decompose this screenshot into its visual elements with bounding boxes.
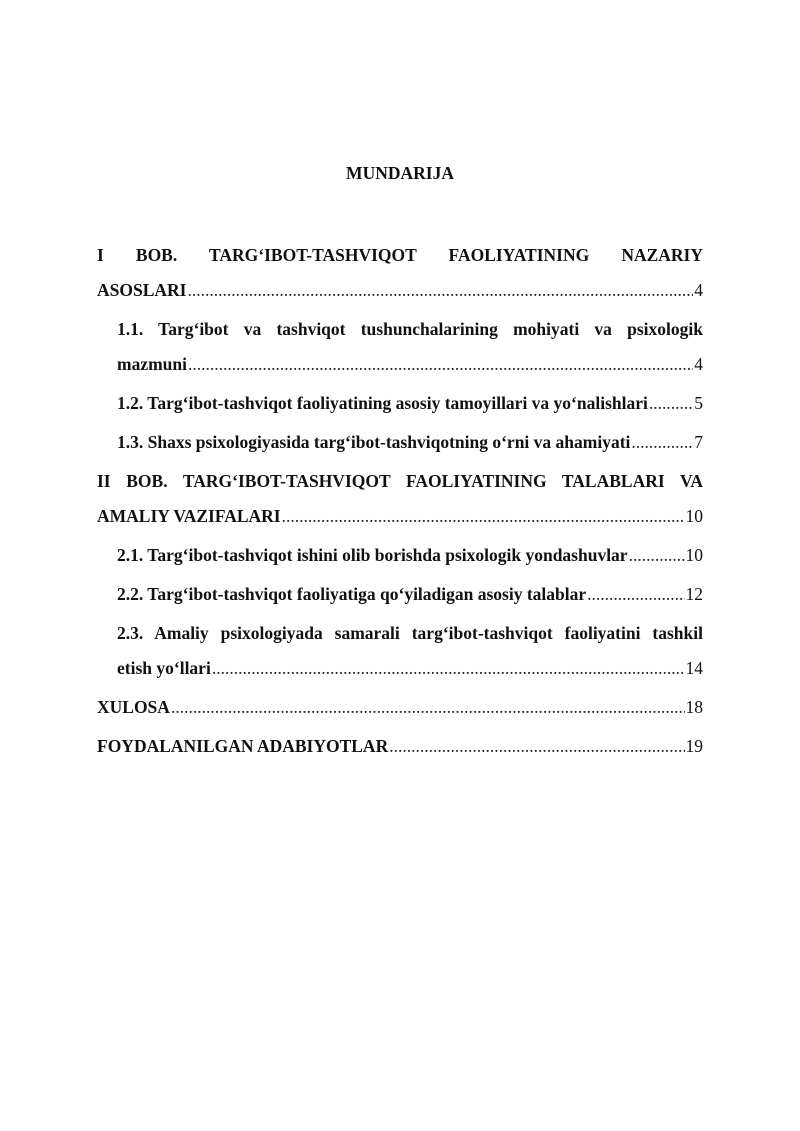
toc-entry-references[interactable] (97, 729, 703, 764)
toc-entry-2-2[interactable] (97, 577, 703, 612)
toc-entry-title: XULOSA (97, 697, 170, 717)
toc-entry-title-cont: AMALIY VAZIFALARI (97, 506, 281, 526)
toc-entry-1-2[interactable] (97, 386, 703, 421)
toc-entry-title: 2.2. Targ‘ibot-tashviqot faoliyatiga qo‘yiladigan asosiy talablar (117, 584, 587, 604)
toc-leader-dots (629, 538, 685, 573)
toc-page-number: 4 (694, 354, 703, 374)
toc-page-number: 19 (685, 736, 703, 756)
toc-entry-title: II BOB. TARG‘IBOT-TASHVIQOT FAOLIYATINING TALABLARI VA (97, 471, 703, 491)
toc-page-number: 12 (685, 584, 703, 604)
toc-entry-title: 2.3. Amaliy psixologiyada samarali targ‘ibot-tashviqot faoliyatini tashkil (117, 623, 703, 643)
toc-entry-2-1[interactable] (97, 538, 703, 573)
toc-leader-dots (631, 425, 693, 460)
toc-entry-title: I BOB. TARG‘IBOT-TASHVIQOT FAOLIYATINING NAZARIY (97, 245, 703, 265)
toc-entry-title: 1.1. Targ‘ibot va tashviqot tushunchalarining mohiyati va psixologik (117, 319, 703, 339)
toc-page-number: 10 (685, 506, 703, 526)
toc-page-number: 4 (694, 280, 703, 300)
toc-leader-dots (282, 499, 685, 534)
toc-entry-title-cont: etish yo‘llari (117, 658, 211, 678)
toc-entry-chapter-1[interactable] (97, 238, 703, 308)
toc-leader-dots (171, 690, 685, 725)
toc-entry-1-1[interactable] (97, 312, 703, 382)
toc-entry-title: FOYDALANILGAN ADABIYOTLAR (97, 736, 389, 756)
toc-entry-2-3[interactable] (97, 616, 703, 686)
toc-leader-dots (187, 273, 693, 308)
toc-page-number: 14 (685, 658, 703, 678)
toc-entry-title: 1.2. Targ‘ibot-tashviqot faoliyatining asosiy tamoyillari va yo‘nalishlari (117, 393, 648, 413)
table-of-contents (97, 238, 703, 764)
toc-page-number: 10 (685, 545, 703, 565)
page-title: MUNDARIJA (346, 163, 454, 183)
toc-entry-title-cont: mazmuni (117, 354, 187, 374)
toc-page-number: 5 (694, 393, 703, 413)
toc-leader-dots (649, 386, 693, 421)
toc-leader-dots (587, 577, 684, 612)
toc-entry-xulosa[interactable] (97, 690, 703, 725)
toc-leader-dots (212, 651, 685, 686)
toc-entry-chapter-2[interactable] (97, 464, 703, 534)
toc-page-number: 18 (685, 697, 703, 717)
toc-entry-title: 2.1. Targ‘ibot-tashviqot ishini olib borishda psixologik yondashuvlar (117, 545, 628, 565)
toc-entry-title: 1.3. Shaxs psixologiyasida targ‘ibot-tashviqotning o‘rni va ahamiyati (117, 432, 631, 452)
toc-entry-1-3[interactable] (97, 425, 703, 460)
toc-page-number: 7 (694, 432, 703, 452)
toc-leader-dots (188, 347, 693, 382)
toc-entry-title-cont: ASOSLARI (97, 280, 187, 300)
toc-leader-dots (389, 729, 684, 764)
